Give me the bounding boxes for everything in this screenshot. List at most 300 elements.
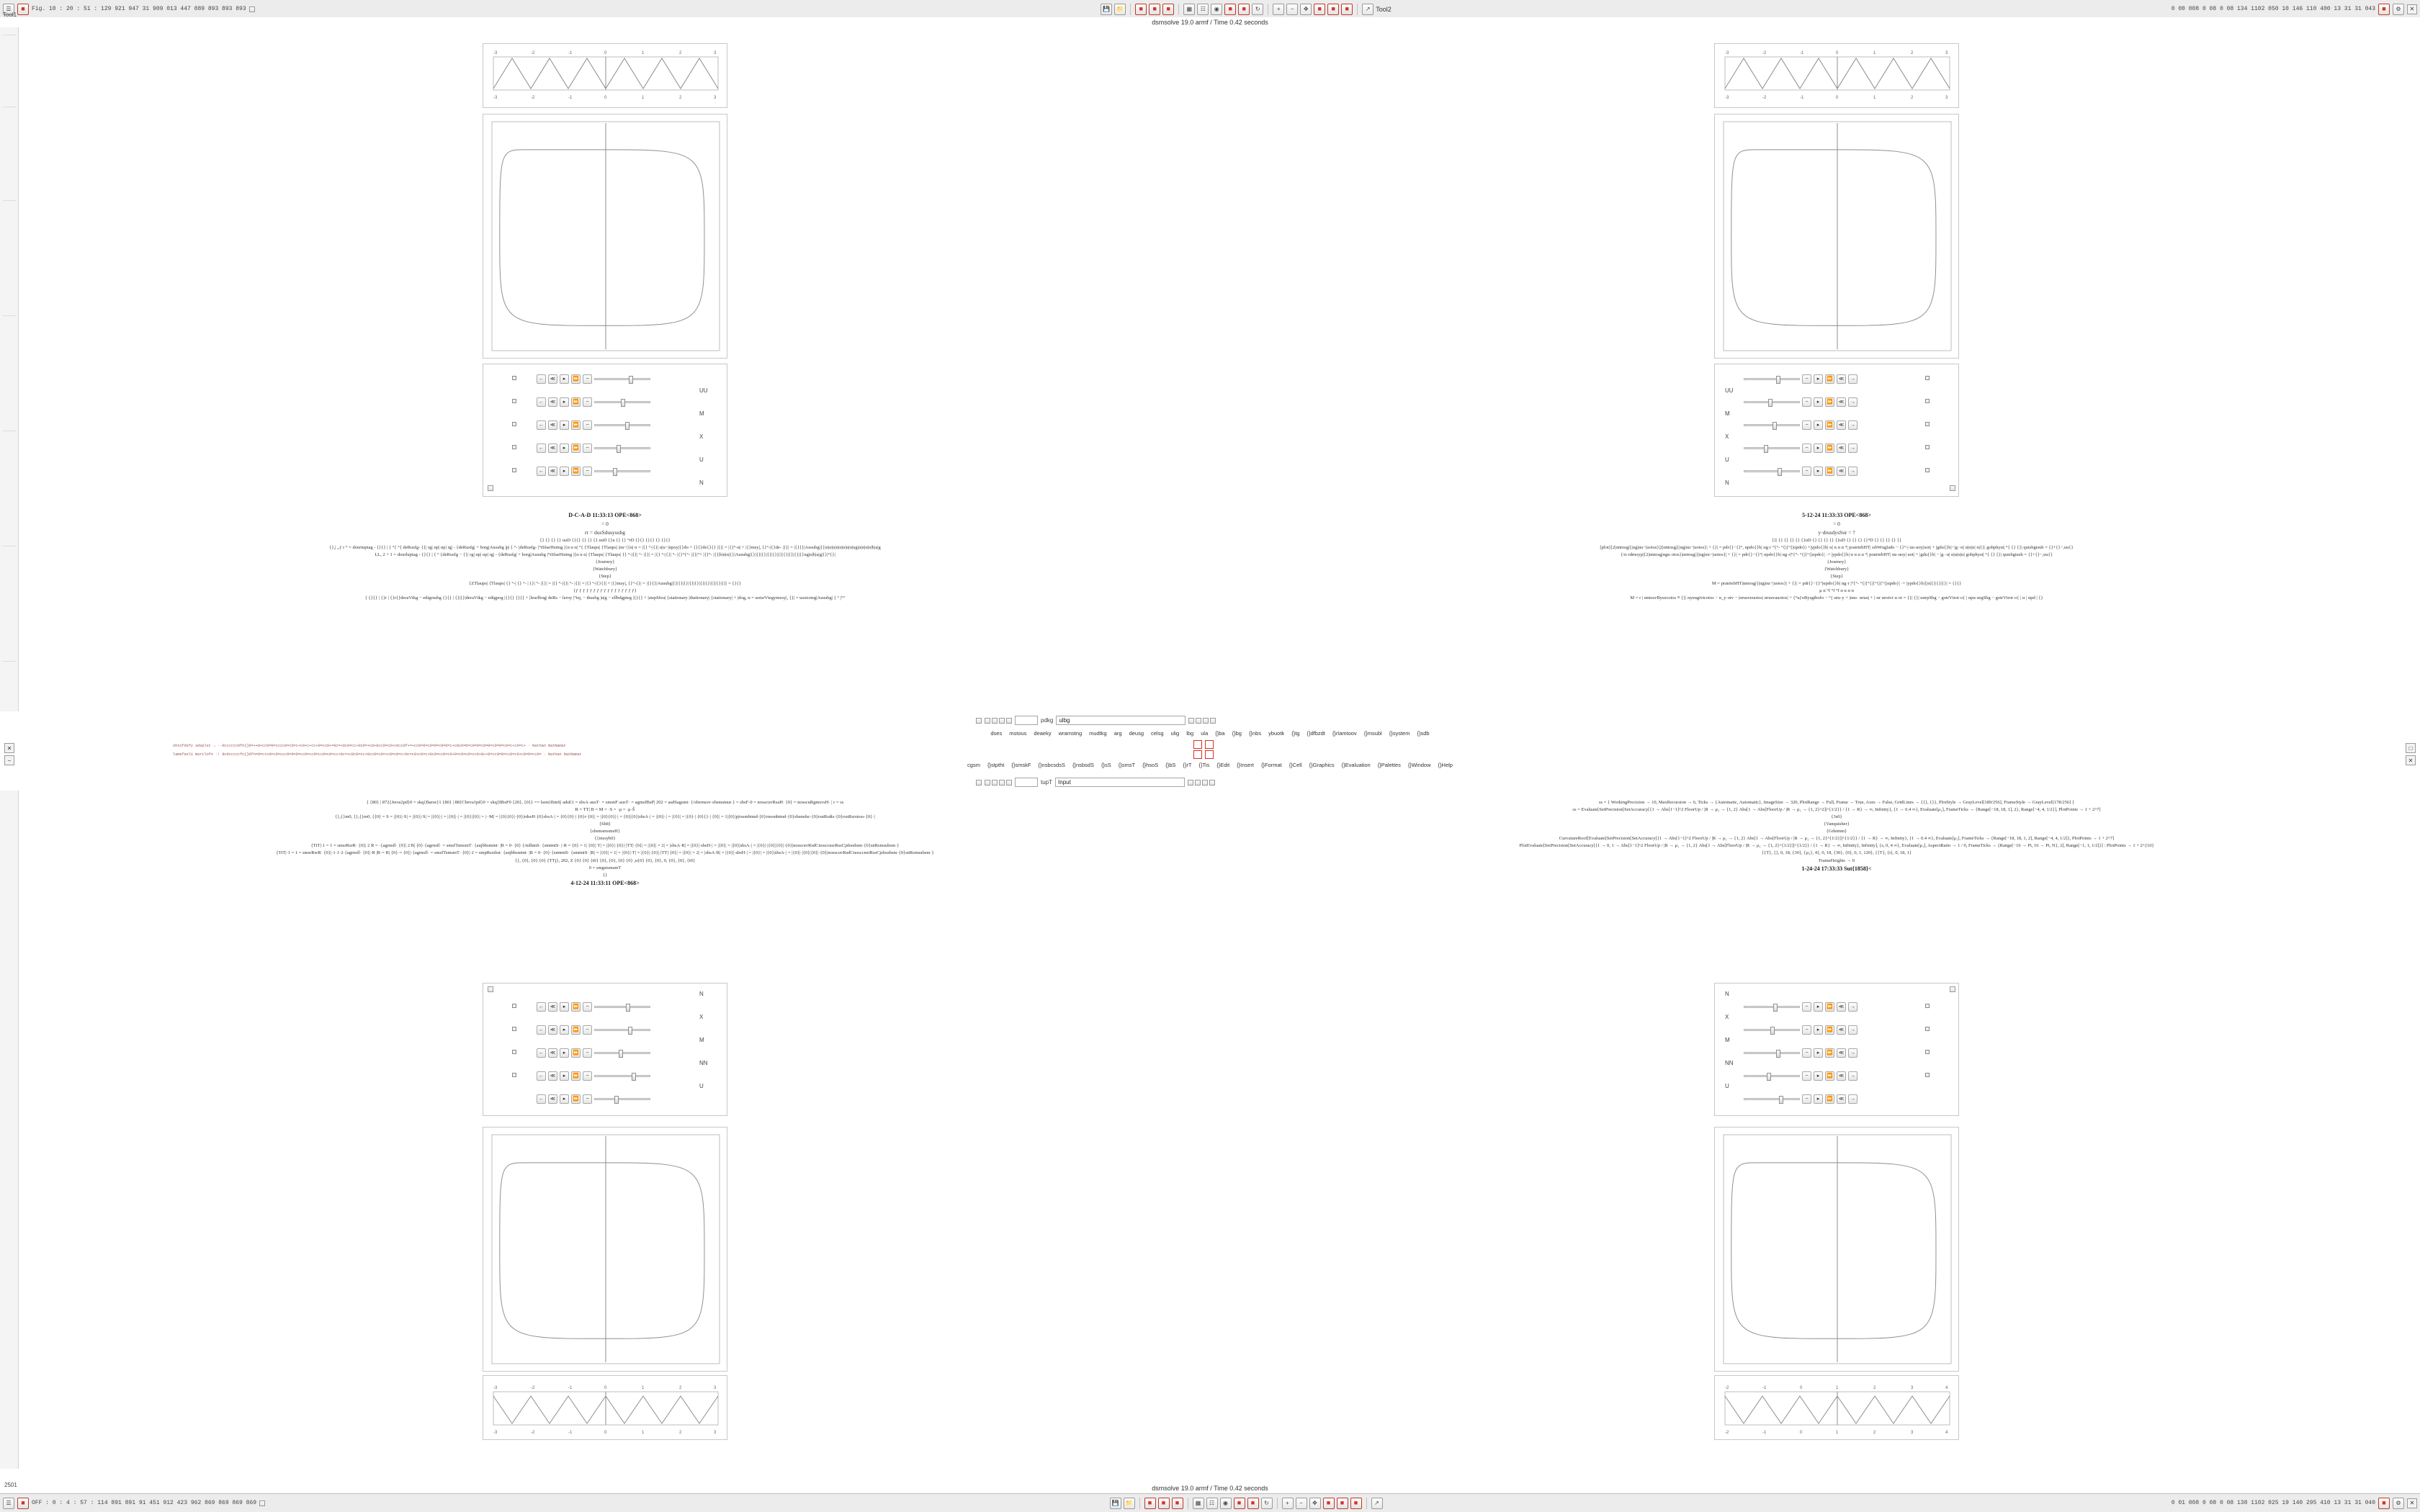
align-center-icon[interactable] — [992, 718, 998, 724]
slider-row[interactable] — [1744, 1022, 1857, 1037]
slider-thumb[interactable] — [1764, 445, 1768, 453]
slider-left-icon[interactable]: ← — [537, 397, 546, 407]
slider-thumb[interactable] — [621, 399, 625, 407]
bottom-left-tab-label[interactable]: 2501 — [4, 1482, 17, 1488]
menu-item[interactable]: {}nsbcsdsS — [1038, 762, 1065, 768]
slider-track[interactable] — [594, 447, 650, 449]
strip-restore-icon[interactable]: □ — [2406, 743, 2416, 753]
slider-minus-icon[interactable]: − — [1802, 420, 1811, 430]
reset-icon[interactable]: ↻ — [1261, 1498, 1273, 1509]
save-icon[interactable]: 💾 — [1110, 1498, 1121, 1509]
slider-step-back-icon[interactable]: ≪ — [548, 1094, 557, 1104]
menu-item[interactable]: {}Insert — [1237, 762, 1254, 768]
slider-thumb[interactable] — [614, 1096, 619, 1104]
slider-thumb[interactable] — [1770, 1027, 1775, 1035]
slider-thumb[interactable] — [619, 1050, 623, 1058]
slider-track[interactable] — [594, 1052, 650, 1054]
align-justify-icon[interactable] — [1006, 780, 1012, 786]
slider-step-back-icon[interactable]: ≪ — [1837, 1002, 1846, 1012]
menu-item[interactable]: {}Evaluation — [1341, 762, 1371, 768]
slider-play-icon[interactable]: ▸ — [1814, 467, 1823, 476]
slider-row[interactable] — [1744, 1045, 1857, 1060]
slider-thumb[interactable] — [629, 376, 633, 384]
slider-step-back-icon[interactable]: ≪ — [1837, 1025, 1846, 1035]
slider-play-icon[interactable]: ▸ — [1814, 1071, 1823, 1081]
slider-minus-icon[interactable]: − — [583, 1071, 592, 1081]
slider-right-icon[interactable]: → — [1848, 1048, 1857, 1058]
slider-step-back-icon[interactable]: ≪ — [548, 397, 557, 407]
record-icon[interactable] — [1144, 1498, 1156, 1509]
slider-track[interactable] — [594, 424, 650, 426]
menu-item[interactable]: {}tg — [1291, 730, 1300, 737]
slider-thumb[interactable] — [1768, 399, 1773, 407]
slider-step-back-icon[interactable]: ≪ — [1837, 1071, 1846, 1081]
slider-play-icon[interactable]: ▸ — [560, 1048, 569, 1058]
zoom-out-icon[interactable]: − — [1296, 1498, 1307, 1509]
slider-handle-box[interactable] — [512, 445, 516, 449]
grid-icon[interactable]: ▦ — [1193, 1498, 1204, 1509]
menu-item[interactable]: ula — [1201, 730, 1209, 737]
slider-row[interactable] — [1744, 464, 1857, 478]
select-icon[interactable] — [1314, 4, 1325, 15]
zoom-in-icon[interactable]: + — [1282, 1498, 1294, 1509]
format-code-icon[interactable] — [1209, 780, 1215, 786]
slider-play-icon[interactable]: ▸ — [1814, 444, 1823, 453]
slider-row[interactable] — [1744, 372, 1857, 386]
panel-corner-handle[interactable] — [488, 485, 493, 491]
slider-step-fwd-icon[interactable]: ⏩ — [571, 1025, 581, 1035]
slider-track[interactable] — [1744, 1029, 1800, 1031]
menu-item[interactable]: {}ba — [1215, 730, 1225, 737]
slider-step-fwd-icon[interactable]: ⏩ — [1825, 467, 1834, 476]
slider-play-icon[interactable]: ▸ — [1814, 1025, 1823, 1035]
slider-left-icon[interactable]: ← — [537, 1094, 546, 1104]
pause-icon[interactable] — [1162, 4, 1174, 15]
slider-minus-icon[interactable]: − — [583, 467, 592, 476]
slider-step-fwd-icon[interactable]: ⏩ — [1825, 1002, 1834, 1012]
hex-highlight-marker-3[interactable] — [1193, 750, 1202, 759]
camera-icon[interactable]: ◉ — [1220, 1498, 1232, 1509]
reset-icon[interactable]: ↻ — [1252, 4, 1263, 15]
menu-item[interactable]: deusg — [1129, 730, 1144, 737]
slider-track[interactable] — [1744, 1075, 1800, 1077]
menu-item[interactable]: {}rlamtoov — [1332, 730, 1357, 737]
menu-item[interactable]: {}nsbsdS — [1072, 762, 1094, 768]
menu-item[interactable]: {}Graphics — [1309, 762, 1335, 768]
slider-track[interactable] — [1744, 470, 1800, 472]
slider-play-icon[interactable]: ▸ — [1814, 1048, 1823, 1058]
settings-icon[interactable]: ⚙ — [2393, 4, 2404, 15]
slider-left-icon[interactable]: ← — [537, 1048, 546, 1058]
export-icon[interactable]: ↗ — [1362, 4, 1373, 15]
slider-track[interactable] — [1744, 1006, 1800, 1008]
slider-handle-box[interactable] — [1925, 1004, 1930, 1008]
align-justify-icon[interactable] — [1006, 718, 1012, 724]
menu-item[interactable]: {}Edit — [1216, 762, 1230, 768]
slider-right-icon[interactable]: → — [1848, 1094, 1857, 1104]
close-icon[interactable]: ✕ — [2407, 1498, 2417, 1508]
slider-track[interactable] — [1744, 1052, 1800, 1054]
slider-row[interactable] — [1744, 1092, 1857, 1106]
cmd-input-upper[interactable] — [1056, 716, 1186, 725]
slider-play-icon[interactable]: ▸ — [560, 420, 569, 430]
menu-item[interactable]: {}Palettes — [1377, 762, 1401, 768]
slider-thumb[interactable] — [617, 445, 621, 453]
slider-row[interactable] — [1744, 441, 1857, 455]
slider-thumb[interactable] — [613, 468, 617, 476]
slider-minus-icon[interactable]: − — [1802, 1025, 1811, 1035]
menu-item[interactable]: {}sdb — [1417, 730, 1430, 737]
stop-icon-2[interactable] — [1158, 1498, 1170, 1509]
menu-item[interactable]: celsg — [1151, 730, 1164, 737]
slider-track[interactable] — [594, 378, 650, 380]
slider-row[interactable] — [537, 999, 650, 1014]
menu-item[interactable]: wramstng — [1058, 730, 1083, 737]
slider-minus-icon[interactable]: − — [583, 397, 592, 407]
menu-item[interactable]: dses — [990, 730, 1003, 737]
menu-item[interactable]: {}bg — [1232, 730, 1242, 737]
slider-step-back-icon[interactable]: ≪ — [1837, 420, 1846, 430]
slider-left-icon[interactable]: ← — [537, 420, 546, 430]
pan-icon[interactable]: ✥ — [1309, 1498, 1321, 1509]
slider-minus-icon[interactable]: − — [583, 1025, 592, 1035]
slider-play-icon[interactable]: ▸ — [560, 1025, 569, 1035]
slider-step-fwd-icon[interactable]: ⏩ — [571, 397, 581, 407]
slider-play-icon[interactable]: ▸ — [1814, 420, 1823, 430]
slider-minus-icon[interactable]: − — [583, 420, 592, 430]
slider-step-fwd-icon[interactable]: ⏩ — [571, 1048, 581, 1058]
slider-step-fwd-icon[interactable]: ⏩ — [1825, 1048, 1834, 1058]
node-icon[interactable] — [1247, 1498, 1259, 1509]
slider-track[interactable] — [594, 1006, 650, 1008]
slider-left-icon[interactable]: ← — [537, 374, 546, 384]
menu-item[interactable]: {}Cell — [1289, 762, 1302, 768]
slider-step-back-icon[interactable]: ≪ — [1837, 397, 1846, 407]
mirror-icon[interactable] — [1341, 4, 1353, 15]
cmd-small-field[interactable] — [1015, 716, 1038, 725]
slider-row[interactable] — [1744, 999, 1857, 1014]
menu-item[interactable]: {}bS — [1165, 762, 1176, 768]
slider-step-back-icon[interactable]: ≪ — [1837, 467, 1846, 476]
slider-track[interactable] — [1744, 424, 1800, 426]
slider-row[interactable] — [537, 1045, 650, 1060]
menu-icon[interactable]: ☰ — [3, 4, 14, 15]
menu-item[interactable]: {}msubl — [1363, 730, 1382, 737]
slider-step-fwd-icon[interactable]: ⏩ — [571, 420, 581, 430]
slider-minus-icon[interactable]: − — [1802, 1071, 1811, 1081]
slider-handle-box[interactable] — [1925, 445, 1930, 449]
slider-track[interactable] — [594, 470, 650, 472]
slider-step-back-icon[interactable]: ≪ — [1837, 374, 1846, 384]
open-icon[interactable]: 📁 — [1114, 4, 1126, 15]
rotate-icon[interactable] — [1327, 4, 1339, 15]
menu-item[interactable]: {}Window — [1407, 762, 1431, 768]
slider-minus-icon[interactable]: − — [1802, 374, 1811, 384]
record-icon[interactable] — [1135, 4, 1147, 15]
slider-handle-box[interactable] — [1925, 468, 1930, 472]
slider-thumb[interactable] — [1767, 1073, 1771, 1081]
slider-minus-icon[interactable]: − — [1802, 397, 1811, 407]
format-underline-icon[interactable] — [1203, 718, 1209, 724]
slider-play-icon[interactable]: ▸ — [560, 374, 569, 384]
slider-step-back-icon[interactable]: ≪ — [1837, 444, 1846, 453]
strip-close-icon[interactable]: ✕ — [4, 743, 14, 753]
slider-step-fwd-icon[interactable]: ⏩ — [571, 1094, 581, 1104]
slider-step-fwd-icon[interactable]: ⏩ — [1825, 374, 1834, 384]
slider-minus-icon[interactable]: − — [1802, 1094, 1811, 1104]
cmd-small-field-2[interactable] — [1015, 778, 1038, 787]
slider-track[interactable] — [594, 401, 650, 403]
rotate-icon[interactable] — [1337, 1498, 1348, 1509]
slider-handle-box[interactable] — [512, 1073, 516, 1077]
slider-handle-box[interactable] — [512, 468, 516, 472]
slider-step-fwd-icon[interactable]: ⏩ — [1825, 1094, 1834, 1104]
slider-play-icon[interactable]: ▸ — [1814, 397, 1823, 407]
menu-item[interactable]: {}Help — [1438, 762, 1453, 768]
grid-icon[interactable]: ▦ — [1183, 4, 1195, 15]
slider-handle-box[interactable] — [512, 1050, 516, 1054]
slider-step-fwd-icon[interactable]: ⏩ — [1825, 1025, 1834, 1035]
menu-item[interactable]: mudtkg — [1089, 730, 1107, 737]
slider-left-icon[interactable]: ← — [537, 1002, 546, 1012]
menu-item[interactable]: {}system — [1389, 730, 1410, 737]
slider-handle-box[interactable] — [512, 376, 516, 380]
slider-handle-box[interactable] — [1925, 376, 1930, 380]
menu-item[interactable]: {}smsT — [1118, 762, 1136, 768]
menu-item[interactable]: arg — [1113, 730, 1122, 737]
hex-highlight-marker[interactable] — [1193, 740, 1202, 749]
slider-thumb[interactable] — [1779, 1096, 1783, 1104]
hex-highlight-marker-4[interactable] — [1205, 750, 1214, 759]
slider-track[interactable] — [594, 1098, 650, 1100]
slider-step-back-icon[interactable]: ≪ — [548, 1025, 557, 1035]
format-italic-icon[interactable] — [1195, 780, 1201, 786]
slider-handle-box[interactable] — [1925, 399, 1930, 403]
slider-step-back-icon[interactable]: ≪ — [1837, 1048, 1846, 1058]
measure-icon[interactable] — [1234, 1498, 1245, 1509]
slider-track[interactable] — [1744, 1098, 1800, 1100]
slider-row[interactable] — [537, 372, 650, 386]
slider-step-fwd-icon[interactable]: ⏩ — [1825, 1071, 1834, 1081]
format-underline-icon[interactable] — [1202, 780, 1208, 786]
slider-step-fwd-icon[interactable]: ⏩ — [571, 1071, 581, 1081]
menu-item[interactable]: cgsm — [967, 762, 980, 768]
slider-step-back-icon[interactable]: ≪ — [548, 467, 557, 476]
open-icon[interactable]: 📁 — [1124, 1498, 1135, 1509]
slider-play-icon[interactable]: ▸ — [560, 1002, 569, 1012]
slider-right-icon[interactable]: → — [1848, 1025, 1857, 1035]
menu-item[interactable]: mstous — [1009, 730, 1027, 737]
slider-handle-box[interactable] — [1925, 422, 1930, 426]
stop-icon-2[interactable] — [1149, 4, 1160, 15]
menu-icon[interactable]: ☰ — [3, 1498, 14, 1509]
slider-step-fwd-icon[interactable]: ⏩ — [1825, 397, 1834, 407]
stop-icon[interactable] — [17, 4, 29, 15]
zoom-out-icon[interactable]: − — [1286, 4, 1298, 15]
menu-item[interactable]: deaeky — [1034, 730, 1052, 737]
slider-play-icon[interactable]: ▸ — [560, 1094, 569, 1104]
slider-thumb[interactable] — [625, 422, 629, 430]
align-left-icon[interactable] — [985, 718, 990, 724]
slider-minus-icon[interactable]: − — [1802, 444, 1811, 453]
slider-step-back-icon[interactable]: ≪ — [1837, 1094, 1846, 1104]
slider-thumb[interactable] — [626, 1004, 630, 1012]
slider-handle-box[interactable] — [512, 1027, 516, 1031]
close-icon[interactable]: ✕ — [2407, 4, 2417, 14]
menu-item[interactable]: {}dfbzdt — [1307, 730, 1325, 737]
slider-play-icon[interactable]: ▸ — [560, 397, 569, 407]
slider-left-icon[interactable]: ← — [537, 444, 546, 453]
mirror-icon[interactable] — [1350, 1498, 1362, 1509]
slider-row[interactable] — [537, 464, 650, 478]
slider-row[interactable] — [1744, 418, 1857, 432]
align-right-icon[interactable] — [999, 780, 1005, 786]
slider-track[interactable] — [1744, 378, 1800, 380]
slider-track[interactable] — [594, 1029, 650, 1031]
slider-play-icon[interactable]: ▸ — [560, 467, 569, 476]
slider-minus-icon[interactable]: − — [583, 374, 592, 384]
format-bold-icon[interactable] — [1188, 780, 1193, 786]
help-icon[interactable] — [2378, 4, 2390, 15]
slider-row[interactable] — [537, 1022, 650, 1037]
slider-step-back-icon[interactable]: ≪ — [548, 444, 557, 453]
slider-row[interactable] — [537, 395, 650, 409]
menu-item[interactable]: {}Format — [1260, 762, 1282, 768]
pan-icon[interactable]: ✥ — [1300, 4, 1312, 15]
format-italic-icon[interactable] — [1196, 718, 1201, 724]
slider-right-icon[interactable]: → — [1848, 420, 1857, 430]
slider-handle-box[interactable] — [1925, 1050, 1930, 1054]
cmd-icon-1[interactable] — [976, 718, 982, 724]
slider-right-icon[interactable]: → — [1848, 1071, 1857, 1081]
slider-step-back-icon[interactable]: ≪ — [548, 1048, 557, 1058]
panel-corner-handle[interactable] — [1950, 485, 1955, 491]
strip-minimize-icon[interactable]: − — [4, 755, 14, 765]
panel-corner-handle[interactable] — [488, 986, 493, 992]
slider-row[interactable] — [537, 1092, 650, 1106]
menu-item[interactable]: ulig — [1170, 730, 1180, 737]
menu-item[interactable]: {}stptht — [987, 762, 1005, 768]
slider-right-icon[interactable]: → — [1848, 444, 1857, 453]
slider-thumb[interactable] — [1776, 1050, 1780, 1058]
layers-icon[interactable]: ☷ — [1206, 1498, 1218, 1509]
slider-handle-box[interactable] — [512, 422, 516, 426]
slider-right-icon[interactable]: → — [1848, 1002, 1857, 1012]
measure-icon[interactable] — [1224, 4, 1236, 15]
stop-icon[interactable] — [17, 1498, 29, 1509]
slider-play-icon[interactable]: ▸ — [1814, 374, 1823, 384]
slider-minus-icon[interactable]: − — [1802, 1002, 1811, 1012]
menu-item[interactable]: {}smskF — [1011, 762, 1031, 768]
menu-item[interactable]: {}rT — [1183, 762, 1192, 768]
slider-step-fwd-icon[interactable]: ⏩ — [1825, 420, 1834, 430]
slider-play-icon[interactable]: ▸ — [1814, 1094, 1823, 1104]
pause-icon[interactable] — [1172, 1498, 1183, 1509]
slider-track[interactable] — [1744, 447, 1800, 449]
hex-highlight-marker-2[interactable] — [1205, 740, 1214, 749]
slider-step-fwd-icon[interactable]: ⏩ — [571, 444, 581, 453]
format-bold-icon[interactable] — [1188, 718, 1194, 724]
cmd-icon-2[interactable] — [976, 780, 982, 786]
slider-step-back-icon[interactable]: ≪ — [548, 374, 557, 384]
slider-step-fwd-icon[interactable]: ⏩ — [571, 374, 581, 384]
save-icon[interactable]: 💾 — [1101, 4, 1112, 15]
menu-item[interactable]: ybuotk — [1268, 730, 1285, 737]
slider-row[interactable] — [537, 441, 650, 455]
slider-minus-icon[interactable]: − — [1802, 467, 1811, 476]
camera-icon[interactable]: ◉ — [1211, 4, 1222, 15]
slider-play-icon[interactable]: ▸ — [560, 1071, 569, 1081]
menu-item[interactable]: lbg — [1186, 730, 1194, 737]
slider-left-icon[interactable]: ← — [537, 467, 546, 476]
menu-item[interactable]: {}Tis — [1198, 762, 1210, 768]
slider-thumb[interactable] — [1778, 468, 1782, 476]
slider-handle-box[interactable] — [512, 399, 516, 403]
slider-thumb[interactable] — [628, 1027, 632, 1035]
slider-step-fwd-icon[interactable]: ⏩ — [571, 467, 581, 476]
slider-step-back-icon[interactable]: ≪ — [548, 1002, 557, 1012]
menu-item[interactable]: {}nbs — [1248, 730, 1262, 737]
slider-track[interactable] — [594, 1075, 650, 1077]
layers-icon[interactable]: ☷ — [1197, 4, 1209, 15]
slider-play-icon[interactable]: ▸ — [1814, 1002, 1823, 1012]
slider-thumb[interactable] — [1776, 376, 1780, 384]
help-icon[interactable] — [2378, 1498, 2390, 1509]
slider-row[interactable] — [537, 1068, 650, 1083]
slider-step-back-icon[interactable]: ≪ — [548, 420, 557, 430]
slider-step-back-icon[interactable]: ≪ — [548, 1071, 557, 1081]
slider-minus-icon[interactable]: − — [1802, 1048, 1811, 1058]
slider-play-icon[interactable]: ▸ — [560, 444, 569, 453]
node-icon[interactable] — [1238, 4, 1250, 15]
slider-thumb[interactable] — [1773, 422, 1777, 430]
slider-right-icon[interactable]: → — [1848, 374, 1857, 384]
panel-corner-handle[interactable] — [1950, 986, 1955, 992]
export-icon[interactable]: ↗ — [1371, 1498, 1383, 1509]
slider-thumb[interactable] — [1773, 1004, 1778, 1012]
slider-row[interactable] — [1744, 395, 1857, 409]
slider-handle-box[interactable] — [1925, 1073, 1930, 1077]
select-icon[interactable] — [1323, 1498, 1335, 1509]
slider-row[interactable] — [1744, 1068, 1857, 1083]
slider-step-fwd-icon[interactable]: ⏩ — [571, 1002, 581, 1012]
align-center-icon[interactable] — [992, 780, 998, 786]
slider-row[interactable] — [537, 418, 650, 432]
settings-icon[interactable]: ⚙ — [2393, 1498, 2404, 1509]
zoom-in-icon[interactable]: + — [1273, 4, 1284, 15]
strip-close-icon-2[interactable]: ✕ — [2406, 755, 2416, 765]
slider-minus-icon[interactable]: − — [583, 444, 592, 453]
slider-minus-icon[interactable]: − — [583, 1094, 592, 1104]
slider-right-icon[interactable]: → — [1848, 467, 1857, 476]
slider-minus-icon[interactable]: − — [583, 1048, 592, 1058]
slider-right-icon[interactable]: → — [1848, 397, 1857, 407]
slider-step-fwd-icon[interactable]: ⏩ — [1825, 444, 1834, 453]
slider-thumb[interactable] — [632, 1073, 636, 1081]
slider-left-icon[interactable]: ← — [537, 1071, 546, 1081]
slider-left-icon[interactable]: ← — [537, 1025, 546, 1035]
format-code-icon[interactable] — [1210, 718, 1216, 724]
align-right-icon[interactable] — [999, 718, 1005, 724]
menu-item[interactable]: {}sS — [1101, 762, 1111, 768]
slider-handle-box[interactable] — [512, 1004, 516, 1008]
top-left-tab-label[interactable]: Tool1 — [3, 12, 17, 18]
align-left-icon[interactable] — [985, 780, 990, 786]
slider-track[interactable] — [1744, 401, 1800, 403]
slider-handle-box[interactable] — [1925, 1027, 1930, 1031]
cmd-input-lower[interactable] — [1055, 778, 1185, 787]
menu-item[interactable]: {}hsoS — [1142, 762, 1159, 768]
